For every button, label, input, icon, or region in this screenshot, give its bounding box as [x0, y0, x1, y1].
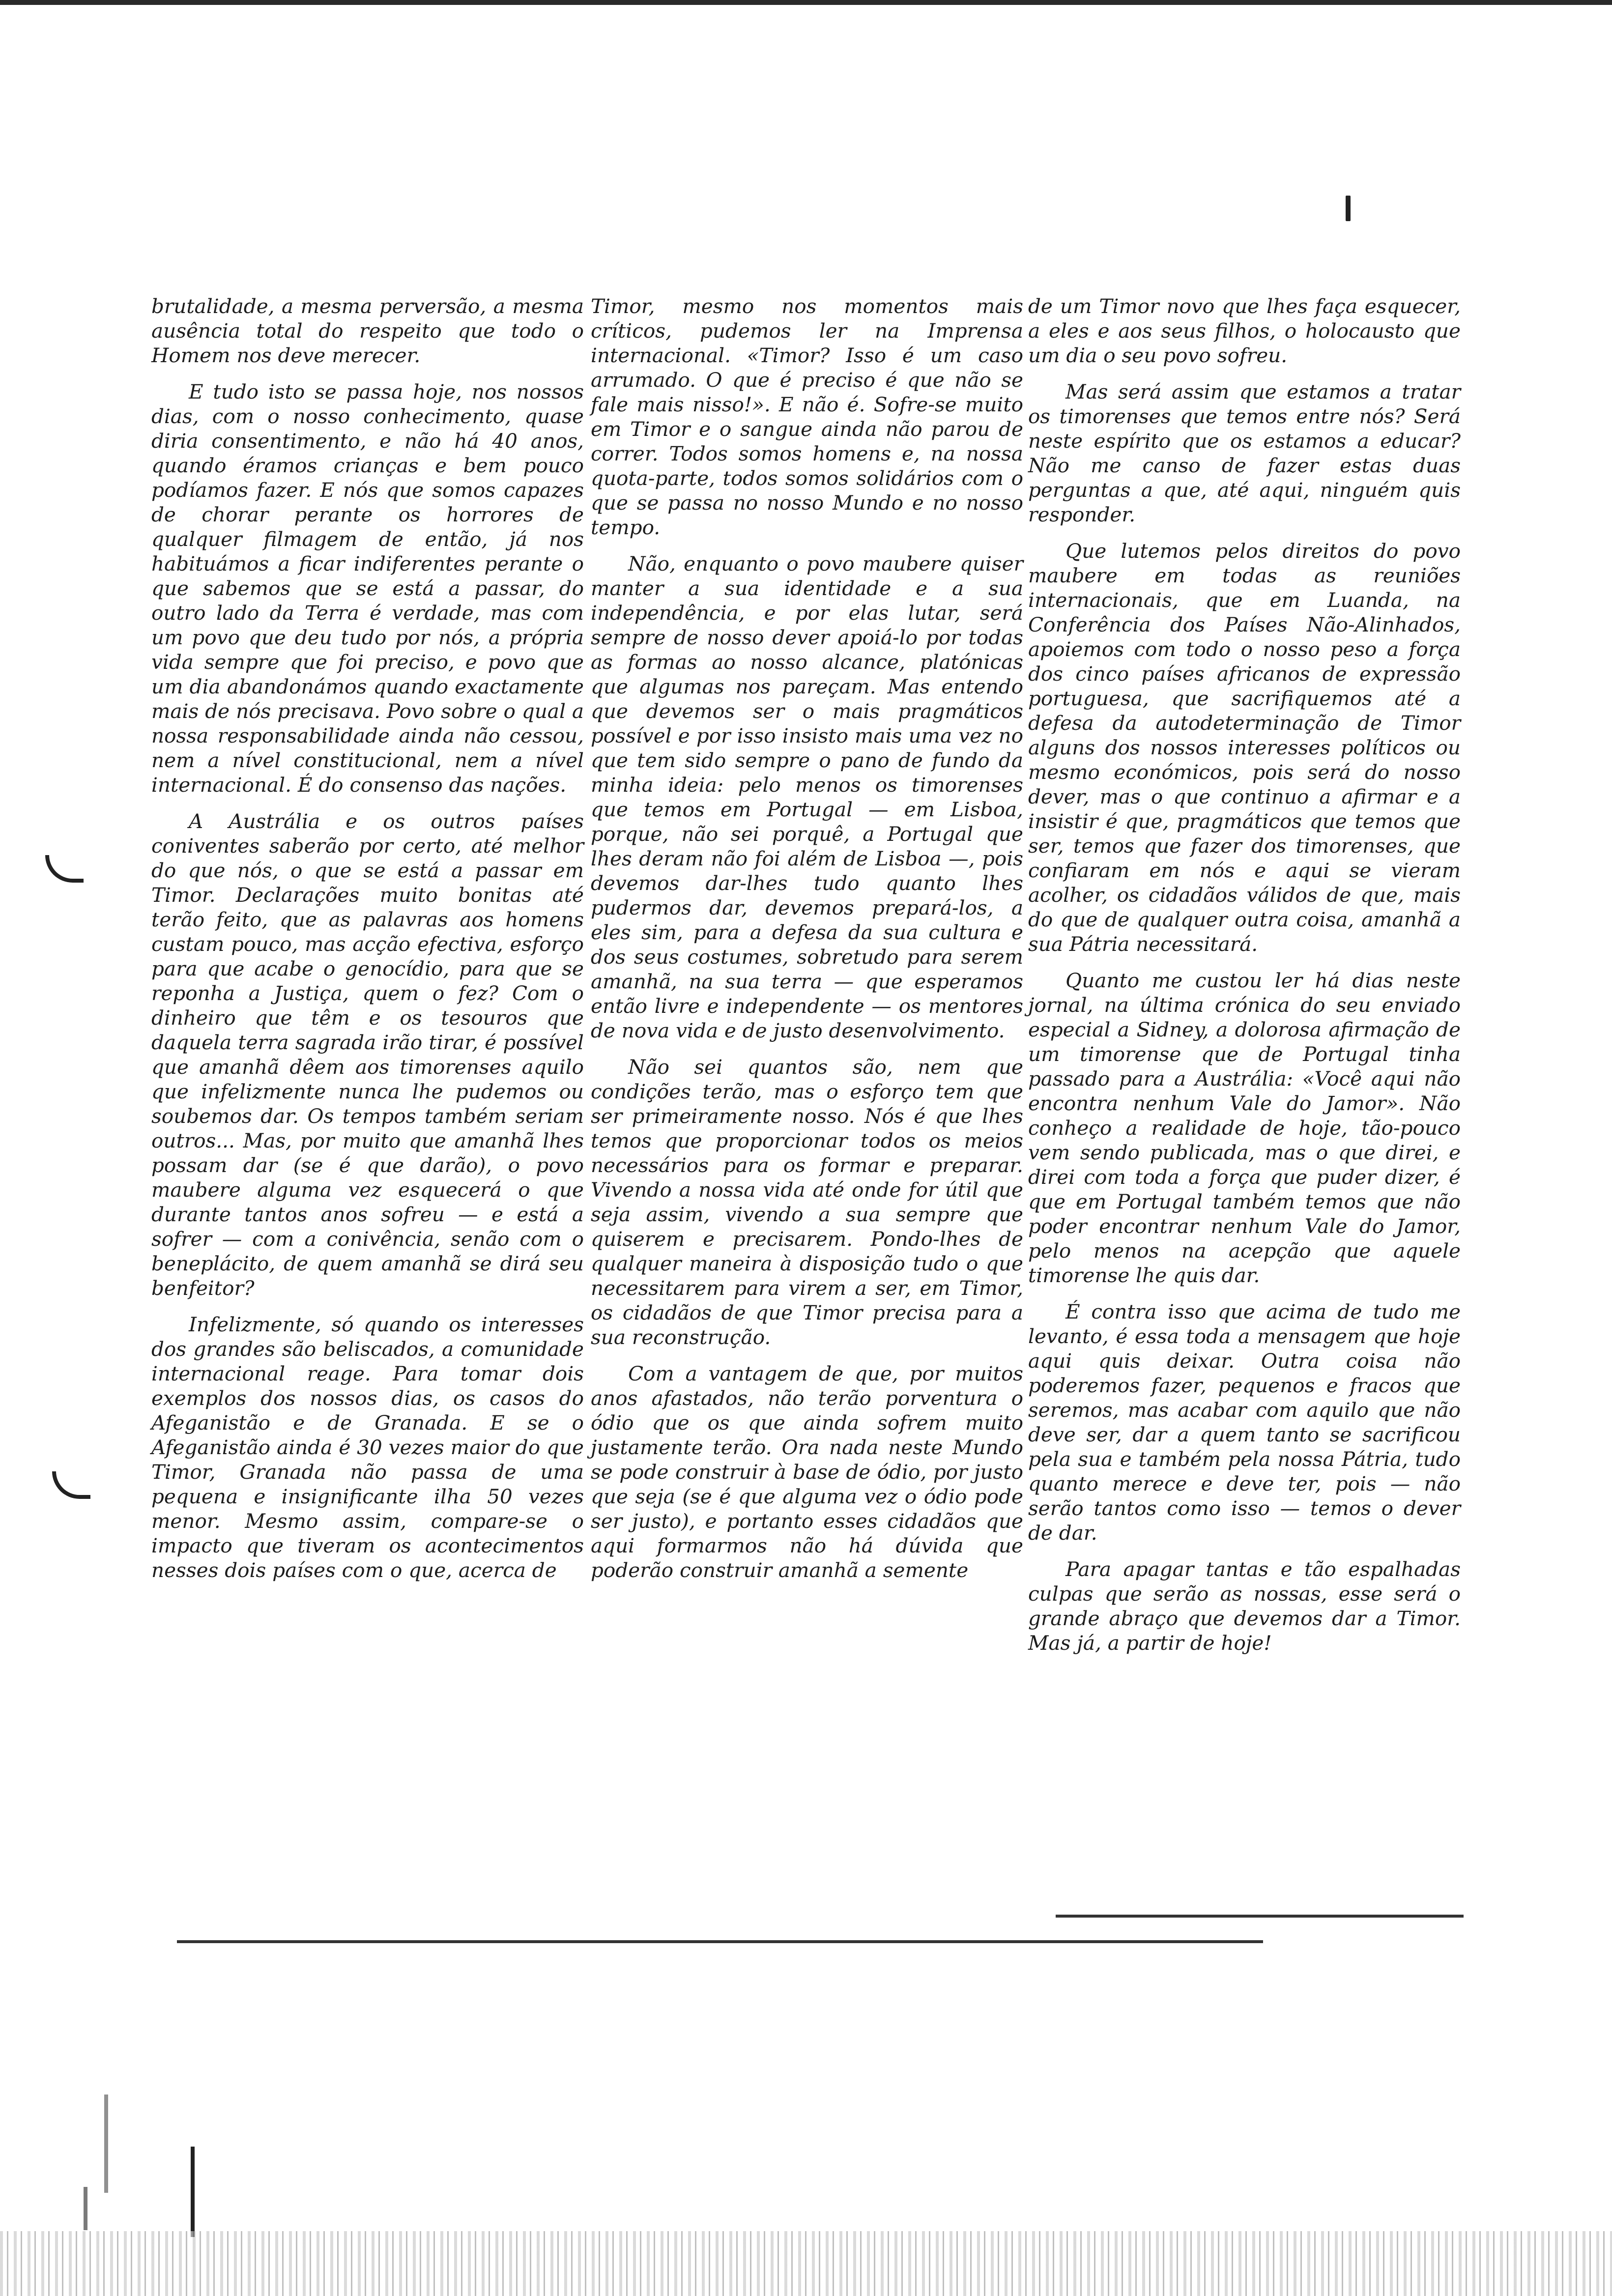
scan-noise-strip	[0, 2231, 1612, 2296]
bottom-rule	[177, 1940, 1263, 1943]
scan-artifact-stroke	[84, 2187, 87, 2230]
column-3	[1028, 294, 1461, 1655]
margin-bracket-mark	[45, 855, 84, 883]
column-end-rule	[1056, 1915, 1464, 1918]
column-1-paragraph-3: A Austrália e os outros países coniventes saberão por certo, até melhor do que nós, o que se está a passar em Timor. Declarações muito bonitas até terão feito, que as palavras aos homens custam pouco, mas acção efectiva, esforço para que acabe o genocídio, para que se reponha a Justiça, quem o fez? Com o dinheiro que têm e os tesouros que daquela terra sagrada irão tirar, é possível que amanhã dêem aos timorenses aquilo que infelizmente nunca lhe pudemos ou soubemos dar. Os tempos também seriam outros... Mas, por muito que amanhã lhes possam dar (se é que darão), o povo maubere alguma vez esquecerá o que durante tantos anos sofreu — e está a sofrer — com a conivência, senão com o beneplácito, de quem amanhã se dirá seu benfeitor?	[151, 809, 584, 1300]
margin-bracket-mark	[52, 1471, 90, 1499]
column-3-paragraph-1: de um Timor novo que lhes faça esquecer, a eles e aos seus filhos, o holocausto que um dia o seu povo sofreu.	[1028, 294, 1461, 367]
column-3-paragraph-6: Para apagar tantas e tão espalhadas culpas que serão as nossas, esse será o grande abraço que devemos dar a Timor. Mas já, a partir de hoje!	[1028, 1557, 1461, 1655]
column-3-paragraph-2: Mas será assim que estamos a tratar os timorenses que temos entre nós? Será neste espírito que os estamos a educar? Não me canso de fazer estas duas perguntas a que, até aqui, ninguém quis responder.	[1028, 380, 1461, 526]
top-edge-rule	[0, 0, 1612, 5]
column-3-paragraph-4: Quanto me custou ler há dias neste jornal, na última crónica do seu enviado especial a Sidney, a dolorosa afirmação de um timorense que de Portugal tinha passado para a Austrália: «Você aqui não encontra nenhum Vale do Jamor». Não conheço a realidade de hoje, tão-pouco vem sendo publicada, mas o que direi, e direi com toda a força que puder dizer, é que em Portugal também temos que não poder encontrar nenhum Vale do Jamor, pelo menos na acepção que aquele timorense lhe quis dar.	[1028, 969, 1461, 1287]
column-2-paragraph-4: Com a vantagem de que, por muitos anos afastados, não terão porventura o ódio que os que ainda sofrem muito justamente terão. Ora nada neste Mundo se pode construir à base de ódio, por justo que seja (se é que alguma vez o ódio pode ser justo), e portanto esses cidadãos que aqui formarmos não há dúvida que poderão construir amanhã a semente	[591, 1362, 1023, 1582]
column-1-paragraph-4: Infelizmente, só quando os interesses dos grandes são beliscados, a comunidade internacional reage. Para tomar dois exemplos dos nossos dias, os casos do Afeganistão e de Granada. E se o Afeganistão ainda é 30 vezes maior do que Timor, Granada não passa de uma pequena e insignificante ilha 50 vezes menor. Mesmo assim, compare-se o impacto que tiveram os acontecimentos nesses dois países com o que, acerca de	[151, 1313, 584, 1582]
column-2-paragraph-2: Não, enquanto o povo maubere quiser manter a sua identidade e a sua independência, e por elas lutar, será sempre de nosso dever apoiá-lo por todas as formas ao nosso alcance, platónicas que algumas nos pareçam. Mas entendo que devemos ser o mais pragmáticos possível e por isso insisto mais uma vez no que tem sido sempre o pano de fundo da minha ideia: pelo menos os timorenses que temos em Portugal — em Lisboa, porque, não sei porquê, a Portugal que lhes deram não foi além de Lisboa —, pois devemos dar-lhes tudo quanto lhes pudermos dar, devemos prepará-los, a eles sim, para a defesa da sua cultura e dos seus costumes, sobretudo para serem amanhã, na sua terra — que esperamos então livre e independente — os mentores de nova vida e de justo desenvolvimento.	[591, 552, 1023, 1042]
scan-artifact-stroke	[104, 2095, 108, 2193]
column-1	[151, 294, 584, 1582]
column-2	[591, 294, 1023, 1582]
column-2-paragraph-1: Timor, mesmo nos momentos mais críticos, pudemos ler na Imprensa internacional. «Timor? Isso é um caso arrumado. O que é preciso é que não se fale mais nisso!». E não é. Sofre-se muito em Timor e o sangue ainda não parou de correr. Todos somos homens e, na nossa quota-parte, todos somos solidários com o que se passa no nosso Mundo e no nosso tempo.	[591, 294, 1023, 539]
column-1-paragraph-2: E tudo isto se passa hoje, nos nossos dias, com o nosso conhecimento, quase diria consentimento, e não há 40 anos, quando éramos crianças e bem pouco podíamos fazer. E nós que somos capazes de chorar perante os horrores de qualquer filmagem de então, já nos habituámos a ficar indiferentes perante o que sabemos que se está a passar, do outro lado da Terra é verdade, mas com um povo que deu tudo por nós, a própria vida sempre que foi preciso, e povo que um dia abandonámos quando exactamente mais de nós precisava. Povo sobre o qual a nossa responsabilidade ainda não cessou, nem a nível constitucional, nem a nível internacional. É do consenso das nações.	[151, 380, 584, 797]
column-3-paragraph-3: Que lutemos pelos direitos do povo maubere em todas as reuniões internacionais, que em Luanda, na Conferência dos Países Não-Alinhados, apoiemos com todo o nosso peso a força dos cinco países africanos de expressão portuguesa, que sacrifiquemos até a defesa da autodeterminação de Timor alguns dos nossos interesses políticos ou mesmo económicos, pois será do nosso dever, mas o que continuo a afirmar e a insistir é que, pragmáticos que temos que ser, temos que fazer dos timorenses, que confiaram em nós e aqui se vieram acolher, os cidadãos válidos de que, mais do que de qualquer outra coisa, amanhã a sua Pátria necessitará.	[1028, 539, 1461, 956]
column-2-paragraph-3: Não sei quantos são, nem que condições terão, mas o esforço tem que ser primeiramente nosso. Nós é que lhes temos que proporcionar todos os meios necessários para os formar e preparar. Vivendo a nossa vida até onde for útil que seja assim, vivendo a sua sempre que quiserem e precisarem. Pondo-lhes de qualquer maneira à disposição tudo o que necessitarem para virem a ser, em Timor, os cidadãos de que Timor precisa para a sua reconstrução.	[591, 1055, 1023, 1349]
column-1-paragraph-1: brutalidade, a mesma perversão, a mesma ausência total do respeito que todo o Homem nos deve merecer.	[151, 294, 584, 367]
scan-artifact-stroke	[191, 2147, 195, 2237]
page-number-mark	[1346, 196, 1351, 221]
column-3-paragraph-5: É contra isso que acima de tudo me levanto, é essa toda a mensagem que hoje aqui quis deixar. Outra coisa não poderemos fazer, pequenos e fracos que seremos, mas acabar com aquilo que não deve ser, dar a quem tanto se sacrificou pela sua e também pela nossa Pátria, tudo quanto merece e deve ter, pois — não serão tantos como isso — temos o dever de dar.	[1028, 1300, 1461, 1545]
